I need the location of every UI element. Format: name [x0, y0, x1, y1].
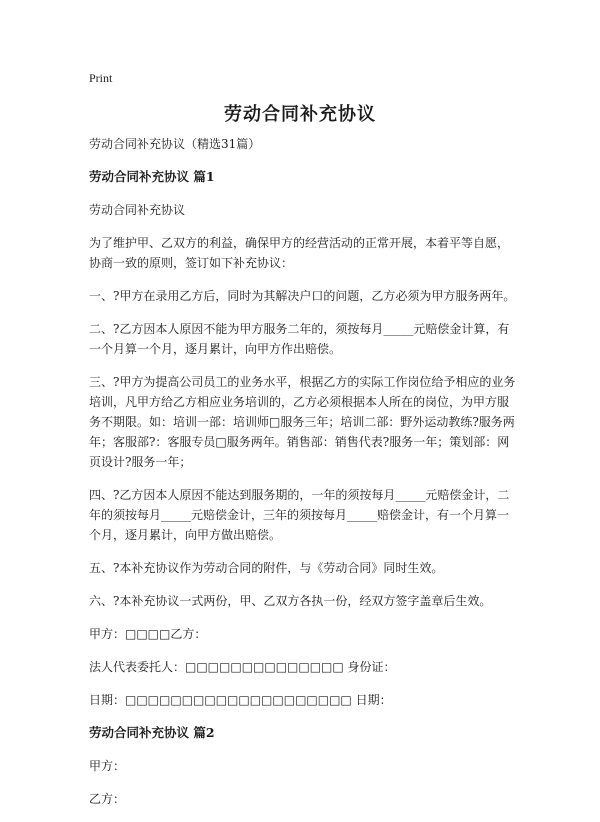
clause-5: 五、?本补充协议作为劳动合同的附件，与《劳动合同》同时生效。 — [89, 561, 444, 575]
signature-date: 日期：□□□□□□□□□□□□□□□□□□□□ 日期： — [89, 693, 392, 707]
signature-parties: 甲方：□□□□乙方： — [89, 627, 207, 641]
signature-representative: 法人代表委托人：□□□□□□□□□□□□□□ 身份证： — [89, 660, 396, 674]
clause-1: 一、?甲方在录用乙方后，同时为其解决户口的问题，乙方必须为甲方服务两年。 — [89, 289, 516, 303]
section-heading-2: 劳动合同补充协议 篇2 — [89, 725, 215, 740]
document-body — [89, 134, 519, 822]
paragraph: 劳动合同补充协议 — [89, 203, 186, 217]
paragraph: 乙方： — [89, 792, 126, 806]
clause-4: 四、?乙方因本人原因不能达到服务期的，一年的须按每月_____元赔偿金计，二年的须按每月_____元赔偿金计，三年的须按每月_____赔偿金计，有一个月算一个月，逐月累计，向甲方做出赔偿。 — [89, 488, 510, 542]
document-subtitle: 劳动合同补充协议（精选31篇） — [89, 137, 261, 151]
paragraph: 甲方： — [89, 759, 126, 773]
clause-6: 六、?本补充协议一式两份，甲、乙双方各执一份，经双方签字盖章后生效。 — [89, 594, 492, 608]
clause-2: 二、?乙方因本人原因不能为甲方服务二年的，须按每月_____元赔偿金计算，有一个月算一个月，逐月累计，向甲方作出赔偿。 — [89, 322, 510, 356]
paragraph: 为了维护甲、乙双方的利益，确保甲方的经营活动的正常开展，本着平等自愿，协商一致的原则，签订如下补充协议： — [89, 236, 510, 270]
section-heading-1: 劳动合同补充协议 篇1 — [89, 169, 215, 184]
clause-3: 三、?甲方为提高公司员工的业务水平，根据乙方的实际工作岗位给予相应的业务培训，凡甲方给乙方相应业务培训的，乙方必须根据本人所在的岗位，为甲方服务不期限。如：培训一部：培训师□服务三年；培训二部：野外运动教练?服务两年；客服部?：客服专员□服务两年。销售部：销售代表?服务一年；策划部：网页设计?服务一年； — [89, 375, 516, 469]
print-link[interactable]: Print — [89, 71, 113, 85]
document-title: 劳动合同补充协议 — [224, 104, 376, 125]
